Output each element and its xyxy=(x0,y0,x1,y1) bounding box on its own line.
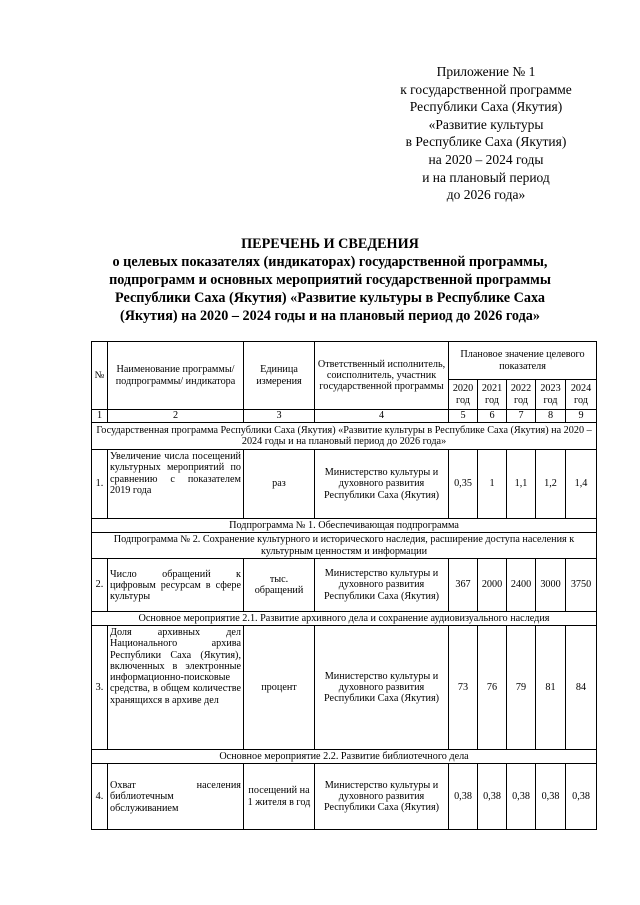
indicator-unit: тыс. обращений xyxy=(244,559,315,612)
indicator-name: Число обращений к цифровым ресурсам в сфере культуры xyxy=(108,559,244,612)
header-planned: Плановое значение целевого показателя xyxy=(449,342,597,380)
row-num: 3. xyxy=(92,626,108,750)
col-number: 1 xyxy=(92,410,108,423)
row-num: 1. xyxy=(92,450,108,519)
indicator-value: 367 xyxy=(449,559,478,612)
indicator-value: 0,35 xyxy=(449,450,478,519)
indicator-value: 81 xyxy=(536,626,566,750)
col-number: 8 xyxy=(536,410,566,423)
appendix-line: Республики Саха (Якутия) xyxy=(409,99,563,115)
subprogram-row: Подпрограмма № 2. Сохранение культурного и исторического наследия, расширение доступа населения к культурным ценностям и информации xyxy=(92,533,597,559)
program-title-row: Государственная программа Республики Саха (Якутия) «Развитие культуры в Республике Саха (Якутия) на 2020 – 2024 годы и на плановый период до 2026 года» xyxy=(92,423,597,450)
measure-row: Основное мероприятие 2.2. Развитие библиотечного дела xyxy=(92,750,597,764)
indicator-executor: Министерство культуры и духовного развития Республики Саха (Якутия) xyxy=(315,559,449,612)
col-number: 7 xyxy=(507,410,536,423)
document-title xyxy=(80,235,580,325)
indicator-value: 0,38 xyxy=(449,764,478,830)
indicator-value: 0,38 xyxy=(478,764,507,830)
indicator-value: 1,4 xyxy=(566,450,597,519)
indicator-unit: процент xyxy=(244,626,315,750)
title-line: о целевых показателях (индикаторах) государственной программы, xyxy=(112,254,548,270)
col-number: 2 xyxy=(108,410,244,423)
table-row xyxy=(92,626,597,750)
row-num: 2. xyxy=(92,559,108,612)
indicator-value: 84 xyxy=(566,626,597,750)
indicator-value: 1,2 xyxy=(536,450,566,519)
indicator-name: Увеличение числа посещений культурных мероприятий по сравнению с показателем 2019 года xyxy=(108,450,244,519)
row-num: 4. xyxy=(92,764,108,830)
col-number: 4 xyxy=(315,410,449,423)
appendix-block xyxy=(372,63,600,204)
header-year: 2020 год xyxy=(449,380,478,410)
indicator-value: 2400 xyxy=(507,559,536,612)
title-line: подпрограмм и основных мероприятий государственной программы xyxy=(109,272,551,288)
indicator-value: 0,38 xyxy=(536,764,566,830)
indicator-value: 3000 xyxy=(536,559,566,612)
header-year: 2023 год xyxy=(536,380,566,410)
appendix-line: в Республике Саха (Якутия) xyxy=(405,134,567,150)
col-number: 3 xyxy=(244,410,315,423)
col-number: 9 xyxy=(566,410,597,423)
header-executor: Ответственный исполнитель, соисполнитель, участник государственной программы xyxy=(315,342,449,410)
indicator-executor: Министерство культуры и духовного развития Республики Саха (Якутия) xyxy=(315,764,449,830)
measure-row: Основное мероприятие 2.1. Развитие архивного дела и сохранение аудиовизуального наследия xyxy=(92,612,597,626)
indicator-value: 2000 xyxy=(478,559,507,612)
header-unit: Единица измерения xyxy=(244,342,315,410)
indicator-name: Доля архивных дел Национального архива Республики Саха (Якутия), включенных в электронные информационно-поисковые средства, в общем количестве хранящихся в архиве дел xyxy=(108,626,244,750)
indicator-value: 76 xyxy=(478,626,507,750)
indicator-value: 3750 xyxy=(566,559,597,612)
title-line: (Якутия) на 2020 – 2024 годы и на плановый период до 2026 года» xyxy=(120,308,540,324)
appendix-line: и на плановый период xyxy=(422,169,550,185)
indicator-value: 0,38 xyxy=(507,764,536,830)
appendix-line: «Развитие культуры xyxy=(428,116,544,132)
appendix-line: Приложение № 1 xyxy=(436,64,536,79)
indicator-value: 73 xyxy=(449,626,478,750)
header-year: 2024 год xyxy=(566,380,597,410)
indicator-executor: Министерство культуры и духовного развития Республики Саха (Якутия) xyxy=(315,626,449,750)
appendix-line: до 2026 года» xyxy=(446,187,526,203)
indicator-value: 1 xyxy=(478,450,507,519)
col-number: 6 xyxy=(478,410,507,423)
header-year: 2021 год xyxy=(478,380,507,410)
col-number: 5 xyxy=(449,410,478,423)
indicators-table xyxy=(91,341,597,830)
indicator-unit: посещений на 1 жителя в год xyxy=(244,764,315,830)
indicator-value: 0,38 xyxy=(566,764,597,830)
indicator-unit: раз xyxy=(244,450,315,519)
title-line: Республики Саха (Якутия) «Развитие культуры в Республике Саха xyxy=(115,290,545,306)
header-num: № xyxy=(92,342,108,410)
indicator-value: 79 xyxy=(507,626,536,750)
header-name: Наименование программы/ подпрограммы/ индикатора xyxy=(108,342,244,410)
subprogram-row: Подпрограмма № 1. Обеспечивающая подпрограмма xyxy=(92,519,597,533)
appendix-line: к государственной программе xyxy=(400,81,572,97)
header-year: 2022 год xyxy=(507,380,536,410)
appendix-line: на 2020 – 2024 годы xyxy=(428,151,544,167)
table-row xyxy=(92,764,597,830)
title-heading: ПЕРЕЧЕНЬ И СВЕДЕНИЯ xyxy=(241,236,419,252)
indicator-executor: Министерство культуры и духовного развития Республики Саха (Якутия) xyxy=(315,450,449,519)
table-row xyxy=(92,450,597,519)
indicator-name: Охват населения библиотечным обслуживанием xyxy=(108,764,244,830)
indicator-value: 1,1 xyxy=(507,450,536,519)
table-row xyxy=(92,559,597,612)
